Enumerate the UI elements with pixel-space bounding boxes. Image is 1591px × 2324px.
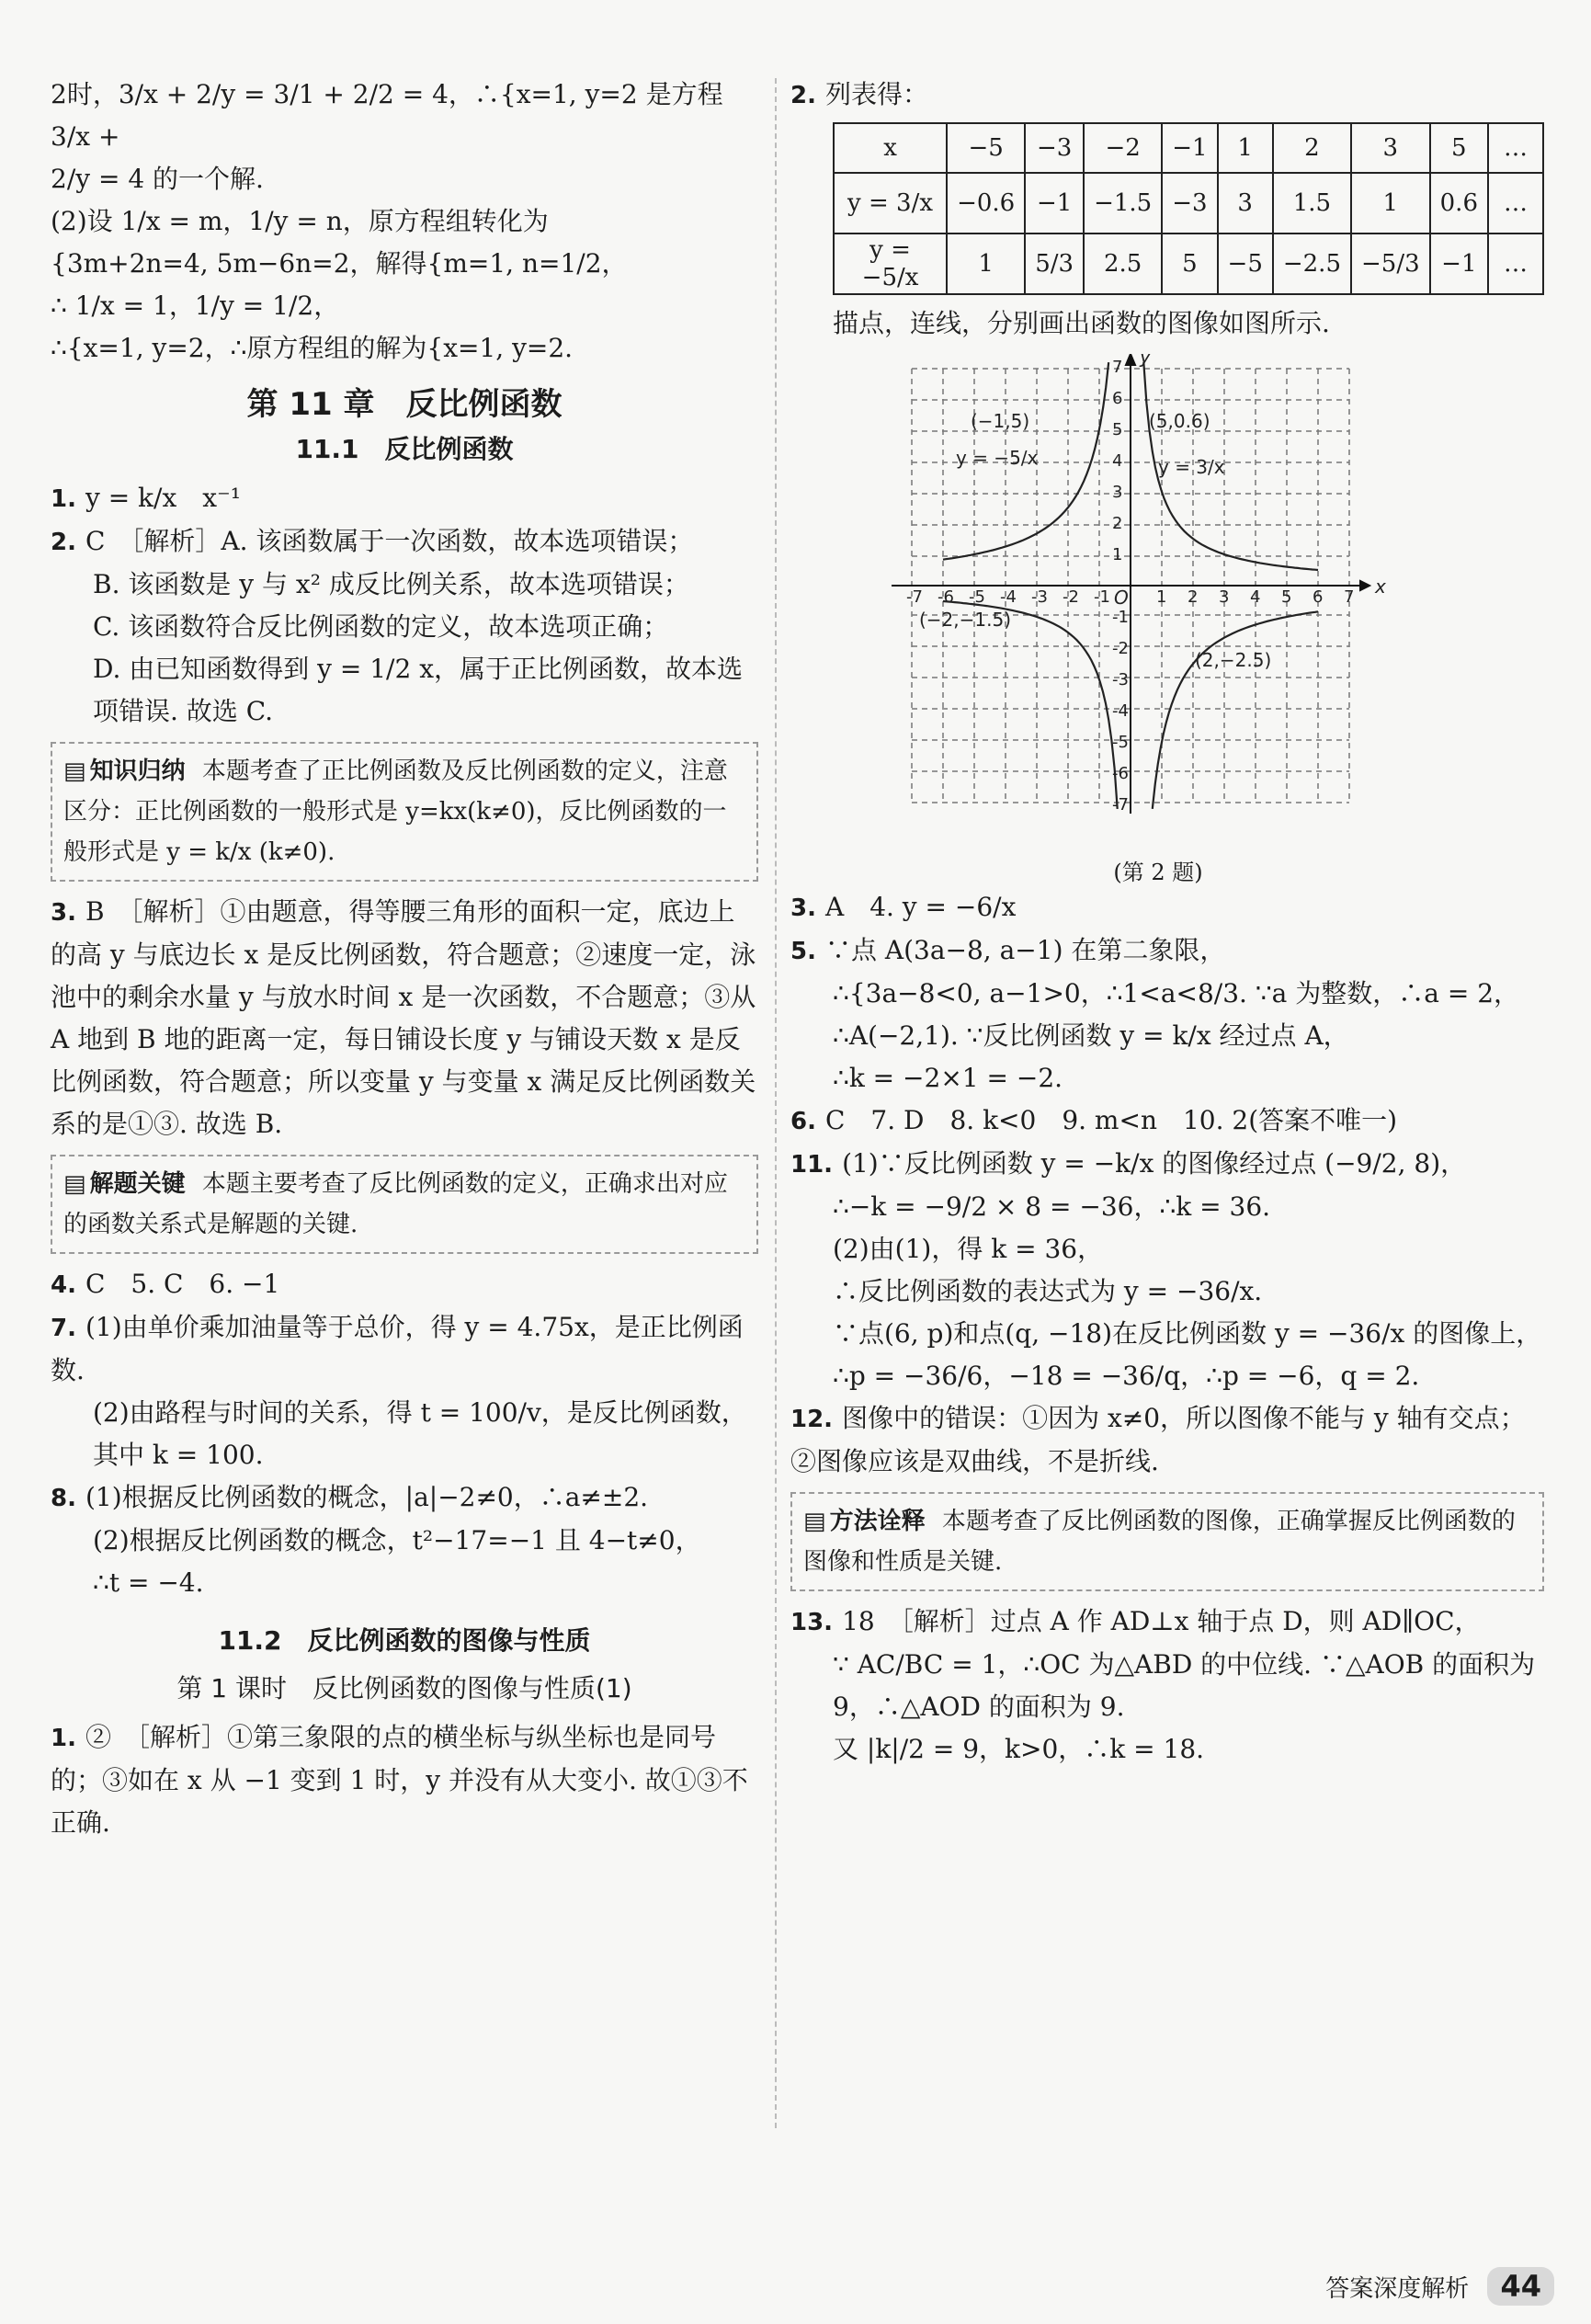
value-table	[833, 122, 1544, 295]
footer-text: 答案深度解析	[1325, 2275, 1470, 2303]
y-tick-label: -1	[1112, 608, 1129, 627]
answer-5-line: ∴A(−2,1). ∵反比例函数 y = k/x 经过点 A，	[833, 1020, 1349, 1051]
answer-13: 13. 18 ［解析］过点 A 作 AD⊥x 轴于点 D，则 AD∥OC，	[790, 1606, 1481, 1636]
method-box	[790, 1492, 1544, 1591]
answer-6-10: 6. C 7. D 8. k<0 9. m<n 10. 2(答案不唯一)	[790, 1105, 1398, 1135]
answer-13-line: 又 |k|/2 = 9，k>0，∴k = 18.	[833, 1734, 1205, 1764]
answer-1: 1. y = k/x x⁻¹	[51, 483, 242, 513]
y-axis-label: y	[1140, 354, 1151, 368]
answer-8-line: (2)根据反比例函数的概念，t²−17=−1 且 4−t≠0，	[93, 1525, 701, 1555]
key-box	[51, 1155, 758, 1254]
point-label: (2,−2.5)	[1195, 649, 1272, 671]
curve-y-3-over-x-branch-left	[943, 601, 1118, 809]
text-line: ∴{x=1, y=2，∴原方程组的解为{x=1, y=2.	[51, 333, 574, 363]
right-column	[790, 74, 1544, 1771]
x-tick-label: 3	[1219, 587, 1230, 607]
x-tick-label: 6	[1313, 587, 1324, 607]
function-graph	[882, 354, 1544, 886]
column-divider	[775, 78, 777, 2128]
x-tick-label: -6	[938, 587, 954, 607]
x-tick-label: 7	[1344, 587, 1355, 607]
y-tick-label: 6	[1112, 389, 1123, 408]
curve-label: y = −5/x	[956, 447, 1039, 469]
left-column	[51, 74, 758, 1844]
x-tick-label: -2	[1063, 587, 1079, 607]
y-tick-label: -3	[1112, 670, 1129, 689]
graph-svg	[882, 354, 1397, 850]
knowledge-box	[51, 742, 758, 882]
text-line: {3m+2n=4, 5m−6n=2，解得{m=1, n=1/2，	[51, 248, 628, 279]
x-tick-label: 5	[1281, 587, 1292, 607]
x-axis-label: x	[1375, 575, 1386, 598]
y-tick-label: 2	[1112, 514, 1123, 533]
answer-11-line: ∴反比例函数的表达式为 y = −36/x.	[833, 1276, 1263, 1306]
answer-2-line: B. 该函数是 y 与 x² 成反比例关系，故本选项错误；	[93, 569, 689, 599]
x-tick-label: 1	[1156, 587, 1167, 607]
answer-5-line: ∴k = −2×1 = −2.	[833, 1063, 1063, 1093]
point-label: (5,0.6)	[1149, 410, 1210, 432]
x-tick-label: -3	[1031, 587, 1048, 607]
page-footer	[1325, 2267, 1554, 2306]
table-row: y = 3/x −0.6 −1 −1.5 −3 3 1.5 1 0.6 …	[834, 173, 1543, 234]
y-tick-label: 7	[1112, 358, 1123, 377]
point-label: (−1,5)	[971, 410, 1030, 432]
answer-2: 2. C ［解析］A. 该函数属于一次函数，故本选项错误；	[51, 526, 694, 556]
answer-13-line: ∵ AC/BC = 1，∴OC 为△ABD 的中位线. ∵△AOB 的面积为 9，∴△AOD 的面积为 9.	[833, 1649, 1536, 1722]
answer-3-4: 3. A 4. y = −6/x	[790, 892, 1017, 922]
answer-12: 12. 图像中的错误：①因为 x≠0，所以图像不能与 y 轴有交点；②图像应该是双曲线，不是折线.	[790, 1403, 1526, 1476]
origin-label: O	[1114, 587, 1129, 609]
table-row: y = −5/x 1 5/3 2.5 5 −5 −2.5 −5/3 −1 …	[834, 234, 1543, 294]
box-tag: ▤ 解题关键	[63, 1170, 186, 1198]
box-text: 本题考查了正比例函数及反比例函数的定义，注意区分：正比例函数的一般形式是 y=kx(k≠0)，反比例函数的一般形式是 y = k/x (k≠0).	[63, 758, 728, 866]
text-line: 2时，3/x + 2/y = 3/1 + 2/2 = 4，∴{x=1, y=2 是方程 3/x +	[51, 79, 723, 152]
answer-11-line: ∴−k = −9/2 × 8 = −36，∴k = 36.	[833, 1191, 1271, 1222]
section-title: 11.1 反比例函数	[295, 434, 514, 464]
x-tick-label: -1	[1094, 587, 1110, 607]
y-tick-label: 1	[1112, 545, 1123, 564]
answer-11: 11. (1)∵反比例函数 y = −k/x 的图像经过点 (−9/2, 8)，	[790, 1148, 1467, 1179]
y-tick-label: -2	[1112, 639, 1129, 658]
chapter-title: 第 11 章 反比例函数	[246, 386, 563, 423]
page-number: 44	[1487, 2267, 1554, 2306]
box-text: 本题主要考查了反比例函数的定义，正确求出对应的函数关系式是解题的关键.	[63, 1170, 728, 1238]
answer-11-line: (2)由(1)，得 k = 36，	[833, 1234, 1104, 1264]
x-tick-label: -7	[906, 587, 923, 607]
x-tick-label: -4	[1000, 587, 1017, 607]
y-tick-label: 4	[1112, 451, 1123, 471]
y-tick-label: 3	[1112, 483, 1123, 502]
box-text: 本题考查了反比例函数的图像，正确掌握反比例函数的图像和性质是关键.	[803, 1508, 1516, 1576]
graph-description: 描点，连线，分别画出函数的图像如图所示.	[833, 308, 1330, 338]
answer-2-line: C. 该函数符合反比例函数的定义，故本选项正确；	[93, 611, 669, 642]
answer-7: 7. (1)由单价乘加油量等于总价，得 y = 4.75x，是正比例函数.	[51, 1312, 744, 1385]
answer-2-intro: 2. 列表得：	[790, 79, 928, 109]
text-line: 2/y = 4 的一个解.	[51, 164, 264, 194]
y-tick-label: 5	[1112, 420, 1123, 439]
y-tick-label: -7	[1112, 795, 1129, 815]
answer-5: 5. ∵点 A(3a−8, a−1) 在第二象限，	[790, 935, 1226, 965]
x-tick-label: 2	[1188, 587, 1199, 607]
answer-8: 8. (1)根据反比例函数的概念，|a|−2≠0，∴a≠±2.	[51, 1482, 649, 1512]
answer-3: 3. B ［解析］①由题意，得等腰三角形的面积一定，底边上的高 y 与底边长 x 是反比例函数，符合题意；②速度一定，泳池中的剩余水量 y 与放水时间 x 是一次函数，不合题意；③从 A 地到 B 地的距离一定，每日铺设长度 y 与铺设天数 x 是反比例函数，符合题意；所以变量 y 与变量 x 满足反比例函数关系的是①③. 故选 B.	[51, 896, 756, 1139]
section-title: 11.2 反比例函数的图像与性质	[218, 1625, 591, 1656]
box-tag: ▤ 方法诠释	[803, 1508, 926, 1535]
box-tag: ▤ 知识归纳	[63, 758, 186, 785]
answer-8-line: ∴t = −4.	[93, 1567, 204, 1598]
text-line: (2)设 1/x = m，1/y = n，原方程组转化为	[51, 206, 549, 236]
text-line: ∴ 1/x = 1，1/y = 1/2，	[51, 290, 340, 321]
table-row: x −5 −3 −2 −1 1 2 3 5 …	[834, 123, 1543, 173]
point-label: (−2,−1.5)	[919, 609, 1012, 631]
answer-4-6: 4. C 5. C 6. −1	[51, 1269, 280, 1299]
answer-2-line: D. 由已知函数得到 y = 1/2 x，属于正比例函数，故本选项错误. 故选 C.	[93, 654, 743, 726]
x-tick-label: -5	[969, 587, 985, 607]
figure-caption: (第 2 题)	[1113, 860, 1203, 885]
answer-5-line: ∴{3a−8<0, a−1>0，∴1<a<8/3. ∵a 为整数，∴a = 2，	[833, 978, 1520, 1008]
y-tick-label: -6	[1112, 764, 1129, 783]
answer-11-line: ∴p = −36/6，−18 = −36/q，∴p = −6，q = 2.	[833, 1361, 1420, 1391]
curve-label: y = 3/x	[1158, 456, 1225, 478]
lesson-title: 第 1 课时 反比例函数的图像与性质(1)	[176, 1673, 632, 1703]
answer-11-line: ∵点(6, p)和点(q, −18)在反比例函数 y = −36/x 的图像上，	[833, 1318, 1542, 1349]
y-tick-label: -4	[1112, 701, 1129, 721]
x-tick-label: 4	[1250, 587, 1261, 607]
curve-y-neg5-over-x-branch-right	[1153, 611, 1318, 809]
answer-7-line: (2)由路程与时间的关系，得 t = 100/v，是反比例函数，其中 k = 100.	[93, 1397, 747, 1470]
lesson-answer-1: 1. ② ［解析］①第三象限的点的横坐标与纵坐标也是同号的；③如在 x 从 −1 变到 1 时，y 并没有从大变小. 故①③不正确.	[51, 1722, 748, 1838]
y-tick-label: -5	[1112, 733, 1129, 752]
